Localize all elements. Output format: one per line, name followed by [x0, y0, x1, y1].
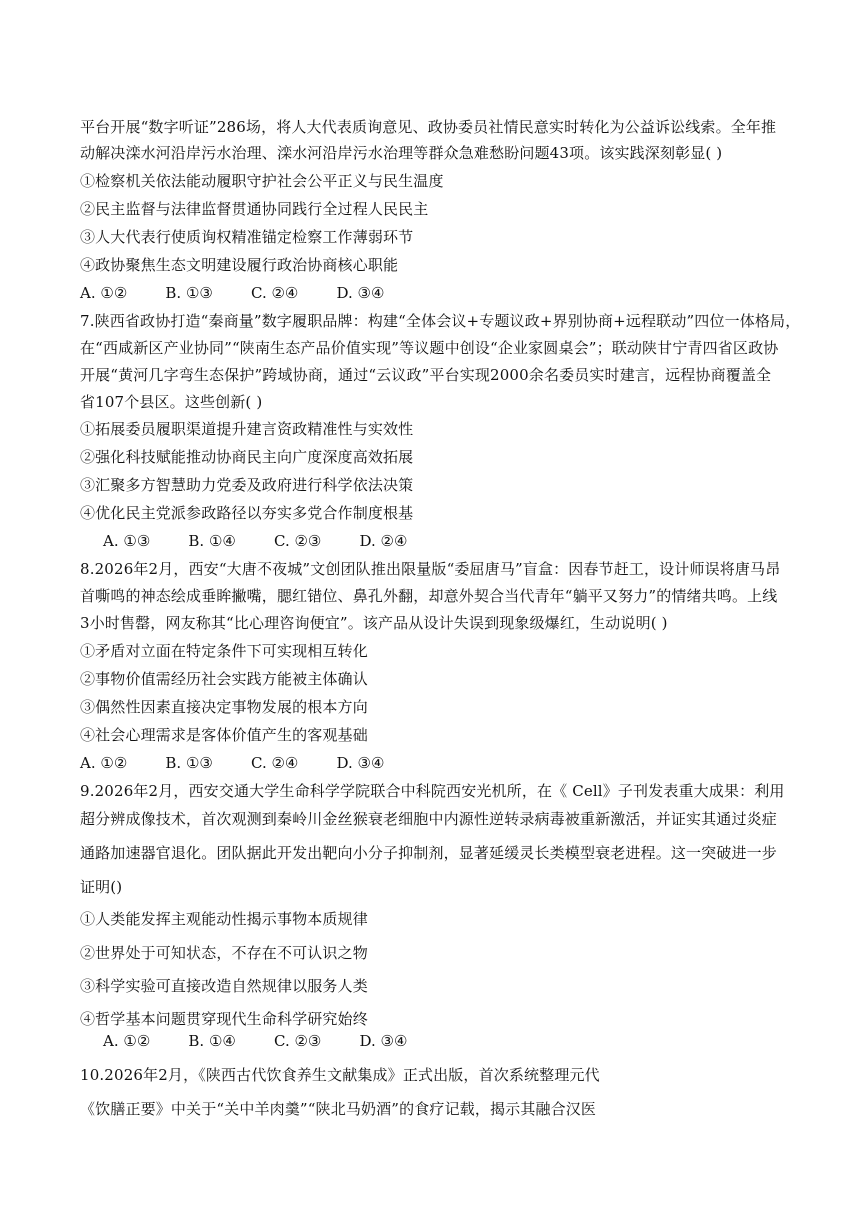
q8-item-2: ②事物价值需经历社会实践方能被主体确认: [80, 670, 368, 688]
q6-options: A. ①② B. ①③ C. ②④ D. ③④: [80, 284, 385, 302]
q8-options: A. ①② B. ①③ C. ②④ D. ③④: [80, 754, 385, 772]
q10-stem-line-1: 10.2026年2月，《陕西古代饮食养生文献集成》正式出版，首次系统整理元代: [80, 1066, 600, 1084]
q9-stem-line-2: 超分辨成像技术，首次观测到秦岭川金丝猴衰老细胞中内源性逆转录病毒被重新激活，并证实其通过炎症: [80, 810, 777, 828]
q7-item-3: ③汇聚多方智慧助力党委及政府进行科学依法决策: [80, 476, 414, 494]
q7-item-2: ②强化科技赋能推动协商民主向广度深度高效拓展: [80, 448, 414, 466]
q7-stem-line-1: 7.陕西省政协打造“秦商量”数字履职品牌：构建“全体会议+专题议政+界别协商+远程联动”四位一体格局，: [80, 312, 801, 330]
q7-stem-line-3: 开展“黄河几字弯生态保护”跨域协商，通过“云议政”平台实现2000余名委员实时建言，远程协商覆盖全: [80, 366, 772, 384]
q6-stem-line-2: 动解决滦水河沿岸污水治理、滦水河沿岸污水治理等群众急难愁盼问题43项。该实践深刻彰显( ): [80, 144, 723, 162]
q7-item-4: ④优化民主党派参政路径以夯实多党合作制度根基: [80, 504, 414, 522]
q9-item-1: ①人类能发挥主观能动性揭示事物本质规律: [80, 910, 368, 928]
q8-item-1: ①矛盾对立面在特定条件下可实现相互转化: [80, 642, 368, 660]
q6-item-2: ②民主监督与法律监督贯通协同践行全过程人民民主: [80, 200, 429, 218]
q7-options: A. ①③ B. ①④ C. ②③ D. ②④: [103, 532, 408, 550]
q10-stem-line-2: 《饮膳正要》中关于“关中羊肉羹”“陕北马奶酒”的食疗记载，揭示其融合汉医: [80, 1100, 597, 1118]
q8-item-3: ③偶然性因素直接决定事物发展的根本方向: [80, 698, 368, 716]
q8-item-4: ④社会心理需求是客体价值产生的客观基础: [80, 726, 368, 744]
q7-item-1: ①拓展委员履职渠道提升建言资政精准性与实效性: [80, 420, 414, 438]
q8-stem-line-3: 3小时售罄，网友称其“比心理咨询便宜”。该产品从设计失误到现象级爆红，生动说明( ): [80, 614, 668, 632]
q9-item-3: ③科学实验可直接改造自然规律以服务人类: [80, 977, 368, 995]
q6-stem-line-1: 平台开展“数字听证”286场，将人大代表质询意见、政协委员社情民意实时转化为公益诉讼线索。全年推: [80, 118, 777, 136]
q7-stem-line-2: 在“西咸新区产业协同”“陕南生态产品价值实现”等议题中创设“企业家圆桌会”；联动陕甘宁青四省区政协: [80, 339, 779, 357]
q9-item-4: ④哲学基本问题贯穿现代生命科学研究始终: [80, 1010, 368, 1028]
q9-stem-line-3: 通路加速器官退化。团队据此开发出靶向小分子抑制剂，显著延缓灵长类模型衰老进程。这一突破进一步: [80, 844, 777, 862]
q9-options: A. ①② B. ①④ C. ②③ D. ③④: [103, 1032, 408, 1050]
q6-item-3: ③人大代表行使质询权精准锚定检察工作薄弱环节: [80, 228, 414, 246]
q7-stem-line-4: 省107个县区。这些创新( ): [80, 393, 263, 411]
q8-stem-line-1: 8.2026年2月，西安“大唐不夜城”文创团队推出限量版“委屈唐马”盲盒：因春节赶工，设计师误将唐马昂: [80, 560, 781, 578]
q6-item-1: ①检察机关依法能动履职守护社会公平正义与民生温度: [80, 172, 444, 190]
q8-stem-line-2: 首嘶鸣的神态绘成垂眸撇嘴，腮红错位、鼻孔外翻，却意外契合当代青年“躺平又努力”的情绪共鸣。上线: [80, 587, 778, 605]
q6-item-4: ④政协聚焦生态文明建设履行政治协商核心职能: [80, 256, 399, 274]
q9-item-2: ②世界处于可知状态，不存在不可认识之物: [80, 944, 368, 962]
q9-stem-line-4: 证明(): [80, 878, 123, 896]
q9-stem-line-1: 9.2026年2月，西安交通大学生命科学学院联合中科院西安光机所，在《 Cell》子刊发表重大成果：利用: [80, 782, 785, 800]
